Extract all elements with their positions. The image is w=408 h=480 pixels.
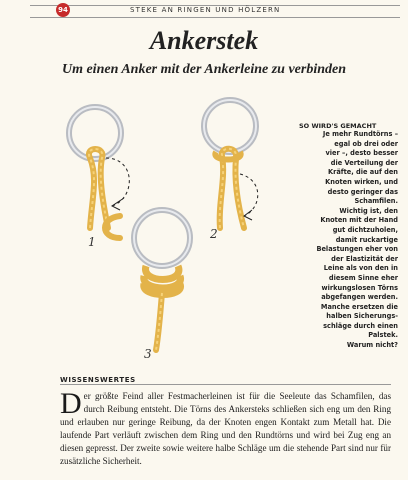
- step-label-2: 2: [210, 227, 218, 241]
- info-heading: WISSENSWERTES: [60, 376, 136, 384]
- section-title: STEKE AN RINGEN UND HÖLZERN: [130, 6, 281, 14]
- step-2-diagram: [204, 100, 258, 228]
- step-1-diagram: [69, 107, 129, 228]
- steps-heading: SO WIRD'S GEMACHT: [299, 122, 377, 130]
- drop-cap: D: [60, 387, 82, 420]
- step-3-diagram: [105, 210, 190, 350]
- info-divider: [60, 384, 391, 385]
- info-paragraph: [60, 387, 391, 468]
- page-subtitle: Um einen Anker mit der Ankerleine zu verbinden: [61, 62, 347, 77]
- page-title: Ankerstek: [149, 26, 259, 55]
- anchor-bend-illustration: [40, 88, 290, 368]
- step-label-1: 1: [88, 235, 96, 249]
- page-number: 94: [56, 3, 70, 17]
- step-label-3: 3: [144, 347, 152, 361]
- info-body-text: er größte Feind aller Festmacherleinen ist für die Seeleute das Schamfilen, das durch Reibung entsteht. Die Törns des Ankersteks schließen sich eng um den Ring und erlauben nur geringe Reibung, da der Knoten engen Kontakt zum Metall hat. Die laufende Part verläuft zwischen dem Ring und den Rundtörns und wird bei Zug eng an diesen gepresst. Der zweite sowie weitere halbe Schläge um die stehende Part sind nur für zusätzliche Sicherheit.: [60, 391, 391, 466]
- steps-text: Je mehr Rundtörns – egal ob drei oder vier –, desto besser die Verteilung der Kräfte, die auf den Knoten wirken, und desto geringer das Schamfilen. Wichtig ist, den Knoten mit der Hand gut dichtzuholen, damit ruckartige Belastungen eher von der Elastizität der Leine als von den in diesem Sinne eher wirkungslosen Törns abgefangen werden. Manche ersetzen die halben Sicherungs- schläge durch einen Palstek. Warum nicht?: [316, 130, 398, 350]
